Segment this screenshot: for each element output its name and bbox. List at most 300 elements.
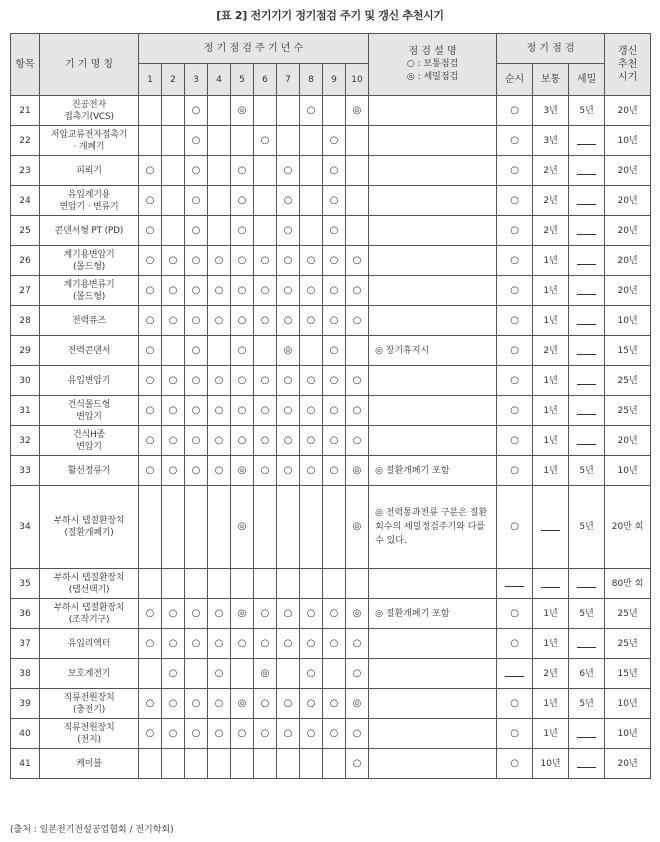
cycle-year-8-mark: ○	[300, 276, 323, 306]
cycle-year-5-mark: ○	[231, 719, 254, 749]
renewal-period: 20년	[605, 96, 651, 126]
cycle-year-1-mark: ○	[139, 246, 162, 276]
dash-mark	[577, 196, 596, 205]
item-number: 35	[11, 569, 40, 599]
cycle-year-6-mark: ○	[254, 629, 277, 659]
cycle-year-3-mark: ○	[185, 186, 208, 216]
item-number: 27	[11, 276, 40, 306]
cycle-year-8-mark: ○	[300, 689, 323, 719]
cycle-year-9-mark: ○	[323, 156, 346, 186]
dash-mark	[577, 376, 596, 385]
cycle-year-6-mark: ○	[254, 246, 277, 276]
cycle-year-3-mark: ○	[185, 216, 208, 246]
patrol-inspection: ○	[497, 599, 533, 629]
detailed-inspection	[569, 186, 605, 216]
patrol-inspection: ○	[497, 426, 533, 456]
equipment-name: 케이블	[40, 749, 139, 779]
cycle-year-6-mark	[254, 336, 277, 366]
cycle-year-6-mark	[254, 156, 277, 186]
patrol-inspection: ○	[497, 276, 533, 306]
cycle-year-1-mark: ○	[139, 719, 162, 749]
patrol-inspection: ○	[497, 306, 533, 336]
cycle-year-7-mark: ○	[277, 366, 300, 396]
cycle-year-10-mark: ◎	[346, 689, 369, 719]
equipment-name: 유입계기용 변압기 · 변류기	[40, 186, 139, 216]
cycle-year-10-mark	[346, 126, 369, 156]
cycle-year-7-mark: ○	[277, 216, 300, 246]
table-row	[11, 426, 651, 456]
cycle-year-1-mark: ○	[139, 426, 162, 456]
cycle-year-3-mark: ○	[185, 276, 208, 306]
cycle-year-6-mark: ○	[254, 366, 277, 396]
item-number: 26	[11, 246, 40, 276]
normal-inspection: 1년	[533, 246, 569, 276]
cycle-year-5-mark	[231, 569, 254, 599]
cycle-year-9-mark: ○	[323, 306, 346, 336]
equipment-name: 직류전원장치 (충전기)	[40, 689, 139, 719]
renewal-period: 10년	[605, 306, 651, 336]
dash-mark	[577, 759, 596, 768]
cycle-year-6-mark: ○	[254, 396, 277, 426]
cycle-year-2-mark: ○	[162, 719, 185, 749]
cycle-year-8-mark	[300, 569, 323, 599]
table-row	[11, 749, 651, 779]
cycle-year-3-mark: ○	[185, 306, 208, 336]
cycle-year-10-mark: ○	[346, 629, 369, 659]
normal-inspection: 10년	[533, 749, 569, 779]
cycle-year-8-mark: ○	[300, 396, 323, 426]
cycle-year-1-mark: ○	[139, 276, 162, 306]
normal-inspection: 2년	[533, 336, 569, 366]
cycle-year-1-mark: ○	[139, 216, 162, 246]
cycle-year-9-mark	[323, 96, 346, 126]
cycle-year-5-mark: ○	[231, 426, 254, 456]
cycle-year-2-mark: ○	[162, 456, 185, 486]
cycle-year-10-mark	[346, 336, 369, 366]
cycle-year-4-mark: ○	[208, 629, 231, 659]
cycle-year-2-mark: ○	[162, 659, 185, 689]
equipment-name: 부하시 탭절환장치 (조작기구)	[40, 599, 139, 629]
cycle-year-3-mark: ○	[185, 396, 208, 426]
cycle-year-2-mark: ○	[162, 246, 185, 276]
normal-inspection: 1년	[533, 366, 569, 396]
cycle-year-7-mark	[277, 96, 300, 126]
item-number: 36	[11, 599, 40, 629]
cycle-year-2-mark	[162, 186, 185, 216]
inspection-description	[369, 126, 497, 156]
item-number: 30	[11, 366, 40, 396]
cycle-year-8-mark: ○	[300, 456, 323, 486]
table-row	[11, 456, 651, 486]
header-year-8: 8	[300, 64, 323, 96]
item-number: 25	[11, 216, 40, 246]
cycle-year-4-mark: ○	[208, 396, 231, 426]
header-name: 기 기 명 칭	[40, 34, 139, 96]
dash-mark	[505, 668, 524, 677]
dash-mark	[577, 406, 596, 415]
cycle-year-4-mark	[208, 336, 231, 366]
cycle-year-10-mark: ○	[346, 426, 369, 456]
table-row	[11, 629, 651, 659]
table-row	[11, 719, 651, 749]
cycle-year-2-mark: ○	[162, 629, 185, 659]
renewal-period: 80만 회	[605, 569, 651, 599]
inspection-description: ◎ 절환개폐기 포함	[369, 599, 497, 629]
equipment-name: 진공전자 접촉기(VCS)	[40, 96, 139, 126]
cycle-year-4-mark: ○	[208, 689, 231, 719]
item-number: 24	[11, 186, 40, 216]
cycle-year-8-mark: ○	[300, 246, 323, 276]
cycle-year-3-mark: ○	[185, 456, 208, 486]
renewal-period: 20년	[605, 156, 651, 186]
patrol-inspection: ○	[497, 719, 533, 749]
cycle-year-6-mark: ○	[254, 426, 277, 456]
cycle-year-9-mark: ○	[323, 396, 346, 426]
table-row	[11, 216, 651, 246]
renewal-period: 15년	[605, 659, 651, 689]
cycle-year-4-mark: ○	[208, 719, 231, 749]
table-row	[11, 126, 651, 156]
table-row	[11, 689, 651, 719]
cycle-year-3-mark	[185, 569, 208, 599]
renewal-period: 25년	[605, 396, 651, 426]
cycle-year-6-mark: ○	[254, 719, 277, 749]
cycle-year-5-mark: ◎	[231, 456, 254, 486]
cycle-year-8-mark: ○	[300, 659, 323, 689]
normal-inspection: 1년	[533, 689, 569, 719]
cycle-year-2-mark	[162, 216, 185, 246]
dash-mark	[577, 346, 596, 355]
cycle-year-4-mark	[208, 569, 231, 599]
cycle-year-3-mark: ○	[185, 246, 208, 276]
normal-inspection: 2년	[533, 186, 569, 216]
item-number: 39	[11, 689, 40, 719]
equipment-name: 계기용변압기 (몰드형)	[40, 246, 139, 276]
renewal-period: 10년	[605, 126, 651, 156]
inspection-description	[369, 719, 497, 749]
equipment-name: 저압교류전자접촉기 · 개폐기	[40, 126, 139, 156]
patrol-inspection: ○	[497, 186, 533, 216]
inspection-description	[369, 569, 497, 599]
cycle-year-8-mark	[300, 216, 323, 246]
cycle-year-6-mark: ○	[254, 276, 277, 306]
cycle-year-8-mark: ○	[300, 366, 323, 396]
cycle-year-8-mark	[300, 156, 323, 186]
equipment-name: 전력퓨즈	[40, 306, 139, 336]
dash-mark	[577, 286, 596, 295]
inspection-description	[369, 396, 497, 426]
inspection-description: ◎ 장기휴지시	[369, 336, 497, 366]
table-row	[11, 246, 651, 276]
equipment-name: 활선정류기	[40, 456, 139, 486]
cycle-year-6-mark	[254, 96, 277, 126]
cycle-year-4-mark: ○	[208, 599, 231, 629]
equipment-name: 계기용변류기 (몰드형)	[40, 276, 139, 306]
renewal-period: 20년	[605, 216, 651, 246]
cycle-year-9-mark: ○	[323, 276, 346, 306]
inspection-description	[369, 246, 497, 276]
patrol-inspection: ○	[497, 749, 533, 779]
cycle-year-8-mark: ○	[300, 306, 323, 336]
normal-inspection: 2년	[533, 156, 569, 186]
detailed-inspection	[569, 246, 605, 276]
detailed-inspection	[569, 156, 605, 186]
table-body	[11, 96, 651, 779]
cycle-year-7-mark: ○	[277, 156, 300, 186]
patrol-inspection: ○	[497, 336, 533, 366]
cycle-year-9-mark: ○	[323, 216, 346, 246]
equipment-name: 콘덴서형 PT (PD)	[40, 216, 139, 246]
equipment-name: 부하시 탭절환장치 (탭선택기)	[40, 569, 139, 599]
cycle-year-4-mark: ○	[208, 426, 231, 456]
inspection-description	[369, 629, 497, 659]
patrol-inspection: ○	[497, 629, 533, 659]
cycle-year-5-mark: ○	[231, 629, 254, 659]
cycle-year-4-mark: ○	[208, 366, 231, 396]
normal-inspection: 1년	[533, 426, 569, 456]
cycle-year-7-mark: ○	[277, 426, 300, 456]
cycle-year-3-mark: ○	[185, 366, 208, 396]
patrol-inspection: ○	[497, 246, 533, 276]
cycle-year-10-mark: ○	[346, 306, 369, 336]
detailed-inspection	[569, 216, 605, 246]
item-number: 31	[11, 396, 40, 426]
cycle-year-1-mark: ○	[139, 396, 162, 426]
cycle-year-7-mark	[277, 126, 300, 156]
cycle-year-5-mark: ○	[231, 186, 254, 216]
cycle-year-8-mark	[300, 486, 323, 569]
equipment-name: 건식몰드형 변압기	[40, 396, 139, 426]
cycle-year-1-mark: ○	[139, 629, 162, 659]
cycle-year-8-mark: ○	[300, 599, 323, 629]
renewal-period: 20년	[605, 186, 651, 216]
table-row	[11, 486, 651, 569]
cycle-year-1-mark: ○	[139, 456, 162, 486]
table-row	[11, 599, 651, 629]
cycle-year-8-mark: ○	[300, 629, 323, 659]
cycle-year-3-mark	[185, 749, 208, 779]
header-year-9: 9	[323, 64, 346, 96]
cycle-year-1-mark	[139, 486, 162, 569]
cycle-year-4-mark	[208, 216, 231, 246]
cycle-year-6-mark: ○	[254, 126, 277, 156]
cycle-year-10-mark: ○	[346, 719, 369, 749]
cycle-year-3-mark: ○	[185, 96, 208, 126]
cycle-year-2-mark: ○	[162, 366, 185, 396]
normal-inspection: 2년	[533, 216, 569, 246]
cycle-year-5-mark: ○	[231, 336, 254, 366]
patrol-inspection: ○	[497, 689, 533, 719]
cycle-year-10-mark	[346, 569, 369, 599]
renewal-period: 20년	[605, 276, 651, 306]
detailed-inspection	[569, 396, 605, 426]
cycle-year-1-mark: ○	[139, 156, 162, 186]
cycle-year-9-mark: ○	[323, 599, 346, 629]
dash-mark	[577, 729, 596, 738]
cycle-year-10-mark	[346, 156, 369, 186]
cycle-year-8-mark	[300, 749, 323, 779]
dash-mark	[577, 579, 596, 588]
source-note: (출처 : 일본전기전설공업협회 / 전기학회)	[10, 825, 174, 835]
dash-mark	[577, 226, 596, 235]
cycle-year-5-mark: ○	[231, 246, 254, 276]
equipment-name: 부하시 탭절환장치 (절환개폐기)	[40, 486, 139, 569]
renewal-period: 20년	[605, 246, 651, 276]
inspection-description: ◎ 절환개폐기 포함	[369, 456, 497, 486]
patrol-inspection	[497, 569, 533, 599]
cycle-year-5-mark: ○	[231, 156, 254, 186]
cycle-year-2-mark	[162, 749, 185, 779]
cycle-year-9-mark: ○	[323, 246, 346, 276]
cycle-year-7-mark: ○	[277, 629, 300, 659]
inspection-description	[369, 426, 497, 456]
cycle-year-5-mark: ◎	[231, 96, 254, 126]
table-row	[11, 659, 651, 689]
patrol-inspection: ○	[497, 216, 533, 246]
cycle-year-8-mark: ○	[300, 719, 323, 749]
cycle-year-10-mark: ○	[346, 276, 369, 306]
cycle-year-1-mark: ○	[139, 186, 162, 216]
cycle-year-9-mark	[323, 486, 346, 569]
cycle-year-2-mark	[162, 336, 185, 366]
cycle-year-6-mark: ○	[254, 456, 277, 486]
dash-mark	[577, 436, 596, 445]
cycle-year-7-mark	[277, 569, 300, 599]
cycle-year-8-mark	[300, 126, 323, 156]
renewal-period: 10년	[605, 456, 651, 486]
cycle-year-1-mark	[139, 96, 162, 126]
dash-mark	[577, 316, 596, 325]
cycle-year-4-mark	[208, 156, 231, 186]
renewal-period: 20년	[605, 749, 651, 779]
cycle-year-3-mark: ○	[185, 336, 208, 366]
cycle-year-9-mark: ○	[323, 426, 346, 456]
header-year-7: 7	[277, 64, 300, 96]
header-year-1: 1	[139, 64, 162, 96]
item-number: 40	[11, 719, 40, 749]
cycle-year-7-mark: ○	[277, 456, 300, 486]
inspection-description	[369, 366, 497, 396]
normal-inspection: 2년	[533, 659, 569, 689]
cycle-year-2-mark	[162, 569, 185, 599]
cycle-year-3-mark: ○	[185, 689, 208, 719]
cycle-year-3-mark: ○	[185, 156, 208, 186]
cycle-year-2-mark	[162, 96, 185, 126]
normal-inspection: 3년	[533, 126, 569, 156]
cycle-year-7-mark: ○	[277, 246, 300, 276]
patrol-inspection: ○	[497, 486, 533, 569]
cycle-year-2-mark	[162, 486, 185, 569]
cycle-year-10-mark: ◎	[346, 599, 369, 629]
cycle-year-1-mark	[139, 126, 162, 156]
item-number: 38	[11, 659, 40, 689]
item-number: 22	[11, 126, 40, 156]
dash-mark	[577, 639, 596, 648]
header-botong: 보통	[533, 64, 569, 96]
cycle-year-9-mark: ○	[323, 719, 346, 749]
cycle-year-3-mark: ○	[185, 126, 208, 156]
table-row	[11, 336, 651, 366]
header-year-6: 6	[254, 64, 277, 96]
header-explain-title: 점 검 설 명	[408, 45, 457, 57]
cycle-year-4-mark: ○	[208, 276, 231, 306]
cycle-year-9-mark	[323, 749, 346, 779]
cycle-year-6-mark	[254, 749, 277, 779]
cycle-year-7-mark: ◎	[277, 336, 300, 366]
normal-inspection	[533, 486, 569, 569]
cycle-year-10-mark	[346, 186, 369, 216]
cycle-year-1-mark: ○	[139, 366, 162, 396]
item-number: 41	[11, 749, 40, 779]
cycle-year-5-mark: ○	[231, 276, 254, 306]
cycle-year-3-mark	[185, 486, 208, 569]
normal-inspection: 1년	[533, 276, 569, 306]
cycle-year-4-mark: ○	[208, 456, 231, 486]
cycle-year-7-mark: ○	[277, 186, 300, 216]
renewal-period: 25년	[605, 366, 651, 396]
cycle-year-2-mark	[162, 156, 185, 186]
cycle-year-8-mark	[300, 336, 323, 366]
normal-inspection: 1년	[533, 629, 569, 659]
cycle-year-4-mark: ○	[208, 306, 231, 336]
cycle-year-8-mark: ○	[300, 426, 323, 456]
header-semil: 세밀	[569, 64, 605, 96]
cycle-year-4-mark	[208, 126, 231, 156]
normal-inspection: 1년	[533, 599, 569, 629]
cycle-year-6-mark	[254, 186, 277, 216]
cycle-year-1-mark	[139, 659, 162, 689]
item-number: 34	[11, 486, 40, 569]
inspection-description	[369, 749, 497, 779]
cycle-year-2-mark: ○	[162, 306, 185, 336]
cycle-year-6-mark	[254, 216, 277, 246]
cycle-year-4-mark: ○	[208, 246, 231, 276]
dash-mark	[577, 166, 596, 175]
cycle-year-10-mark: ○	[346, 659, 369, 689]
cycle-year-3-mark: ○	[185, 426, 208, 456]
cycle-year-7-mark: ○	[277, 276, 300, 306]
cycle-year-7-mark	[277, 659, 300, 689]
cycle-year-10-mark: ◎	[346, 456, 369, 486]
cycle-year-1-mark: ○	[139, 336, 162, 366]
legend-normal: ○ : 보통점검	[406, 58, 459, 69]
cycle-year-5-mark: ◎	[231, 486, 254, 569]
cycle-year-5-mark: ○	[231, 216, 254, 246]
patrol-inspection: ○	[497, 456, 533, 486]
legend-detail: ◎ : 세밀점검	[406, 71, 459, 82]
cycle-year-4-mark	[208, 96, 231, 126]
inspection-description	[369, 186, 497, 216]
normal-inspection: 1년	[533, 396, 569, 426]
item-number: 21	[11, 96, 40, 126]
cycle-year-5-mark	[231, 659, 254, 689]
cycle-year-1-mark: ○	[139, 599, 162, 629]
detailed-inspection	[569, 366, 605, 396]
detailed-inspection: 5년	[569, 689, 605, 719]
equipment-name: 유입변압기	[40, 366, 139, 396]
detailed-inspection	[569, 306, 605, 336]
item-number: 29	[11, 336, 40, 366]
normal-inspection: 1년	[533, 306, 569, 336]
cycle-year-5-mark: ○	[231, 396, 254, 426]
cycle-year-2-mark: ○	[162, 276, 185, 306]
header-sunsi: 순시	[497, 64, 533, 96]
cycle-year-10-mark: ○	[346, 366, 369, 396]
renewal-period: 20만 회	[605, 486, 651, 569]
cycle-year-2-mark	[162, 126, 185, 156]
cycle-year-8-mark: ○	[300, 96, 323, 126]
equipment-name: 보호계전기	[40, 659, 139, 689]
